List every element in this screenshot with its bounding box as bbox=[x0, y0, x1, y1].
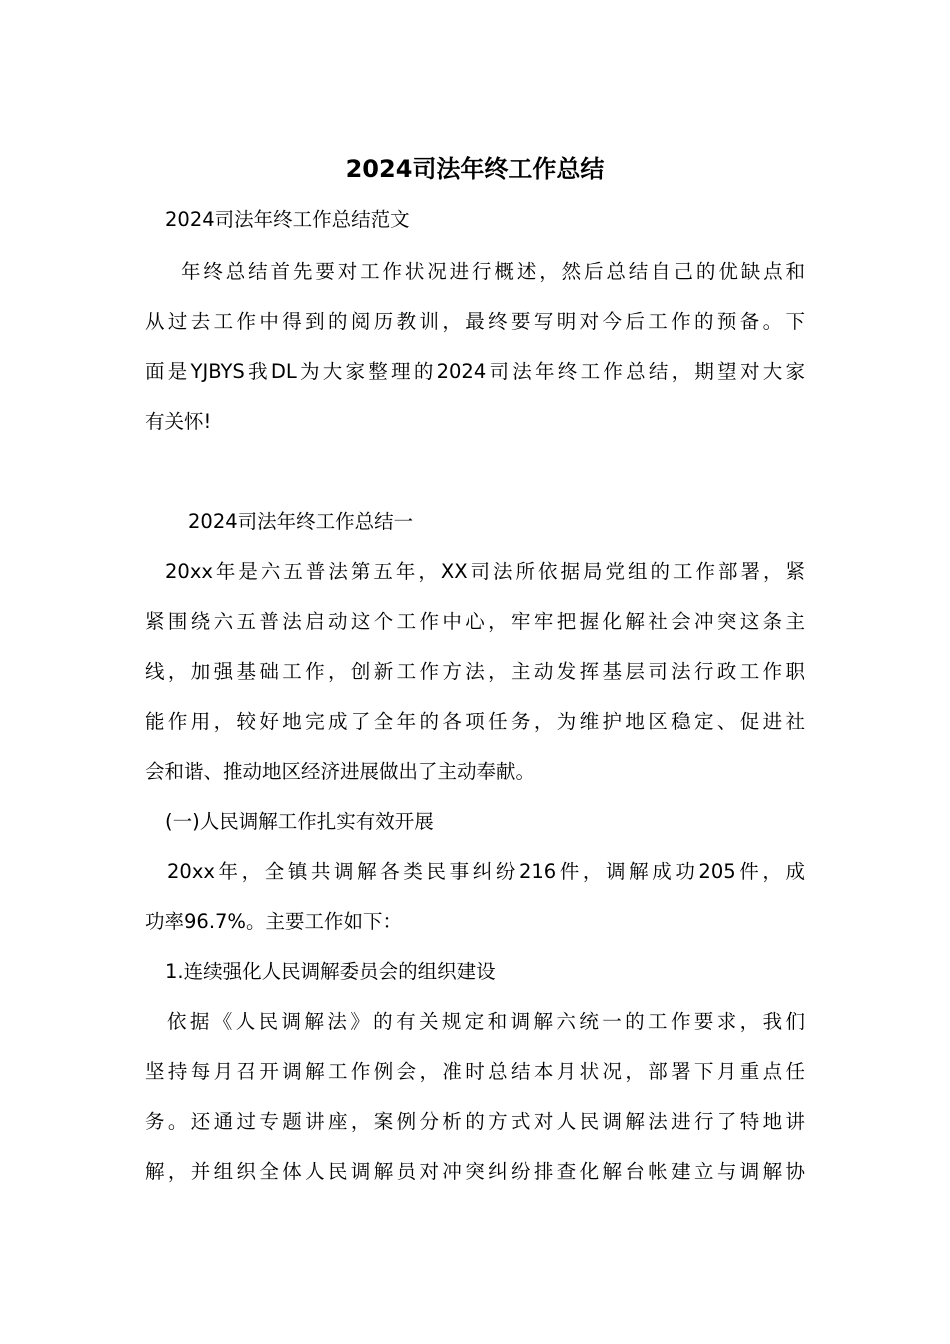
paragraph-line: 能作用，较好地完成了全年的各项任务，为维护地区稳定、促进社 bbox=[145, 710, 805, 733]
subtitle-line: 2024司法年终工作总结范文 bbox=[165, 208, 410, 231]
paragraph-line: 务。还通过专题讲座，案例分析的方式对人民调解法进行了特地讲 bbox=[145, 1110, 805, 1133]
page-title: 2024司法年终工作总结 bbox=[345, 155, 605, 183]
paragraph-line: 20xx年，全镇共调解各类民事纠纷216件，调解成功205件，成 bbox=[167, 860, 805, 883]
paragraph-line: 坚持每月召开调解工作例会，准时总结本月状况，部署下月重点任 bbox=[145, 1060, 805, 1083]
item-heading: 1.连续强化人民调解委员会的组织建设 bbox=[165, 960, 496, 983]
paragraph-line: 从过去工作中得到的阅历教训，最终要写明对今后工作的预备。下 bbox=[145, 310, 805, 333]
paragraph-line: 面是YJBYS我DL为大家整理的2024司法年终工作总结，期望对大家 bbox=[145, 360, 805, 383]
subsection-heading: (一)人民调解工作扎实有效开展 bbox=[165, 810, 434, 833]
paragraph-line: 依据《人民调解法》的有关规定和调解六统一的工作要求，我们 bbox=[167, 1010, 805, 1033]
paragraph-line: 20xx年是六五普法第五年，XX司法所依据局党组的工作部署，紧 bbox=[165, 560, 805, 583]
paragraph-line: 会和谐、推动地区经济进展做出了主动奉献。 bbox=[145, 760, 536, 783]
paragraph-line: 功率96.7%。主要工作如下： bbox=[145, 910, 402, 933]
section-heading: 2024司法年终工作总结一 bbox=[188, 510, 414, 533]
paragraph-line: 年终总结首先要对工作状况进行概述，然后总结自己的优缺点和 bbox=[181, 260, 805, 283]
paragraph-line: 紧围绕六五普法启动这个工作中心，牢牢把握化解社会冲突这条主 bbox=[145, 610, 805, 633]
paragraph-line: 解，并组织全体人民调解员对冲突纠纷排查化解台帐建立与调解协 bbox=[145, 1160, 805, 1183]
paragraph-line: 有关怀! bbox=[145, 410, 212, 433]
paragraph-line: 线，加强基础工作，创新工作方法，主动发挥基层司法行政工作职 bbox=[145, 660, 805, 683]
